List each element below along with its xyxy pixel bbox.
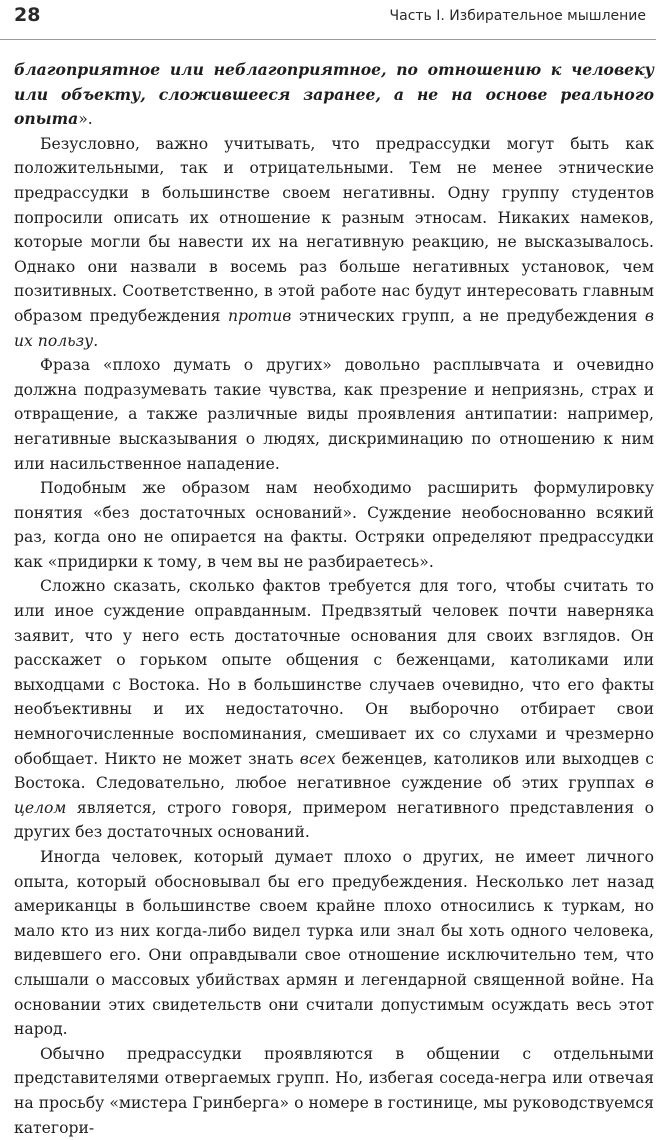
text-run: ». — [78, 110, 93, 129]
text-run: благоприятное или неблагоприятное, по отношению к человеку или объекту, сложившееся заранее, а не на основе реального опыта — [14, 60, 654, 129]
text-run: в целом — [14, 774, 654, 817]
text-run: в их пользу. — [14, 306, 654, 350]
running-head: Часть I. Избирательное мышление — [389, 8, 646, 24]
text-run: является, строго говоря, примером негативного представления о других без достаточных оснований. — [14, 798, 654, 842]
text-run: Подобным же образом нам необходимо расширить формулировку понятия «без достаточных оснований». Суждение необоснованно всякий раз, когда оно не опирается на факты. Остряки определяют предрассудки как «придирки к тому, в чем вы не разбираетесь». — [14, 479, 654, 571]
text-run: Сложно сказать, сколько фактов требуется для того, чтобы считать то или иное суждение оправданным. Предвзятый человек почти наверняка заявит, что у него есть достаточные основания для своих взглядов. Он расскажет о горьком опыте общения с беженцами, католиками или выходцами с Востока. Но в большинстве случаев очевидно, что его факты необъективны и их недостаточно. Он выборочно отбирает свои немногочисленные воспоминания, смешивает их со слухами и чрезмерно обобщает. Никто не может знать — [14, 577, 654, 768]
paragraph — [14, 476, 654, 574]
page-number: 28 — [14, 4, 41, 26]
paragraph — [14, 353, 654, 476]
text-run: этнических групп, а не предубеждения — [291, 306, 645, 325]
text-run: Фраза «плохо думать о других» довольно расплывчата и очевидно должна подразумевать такие чувства, как презрение и неприязнь, страх и отвращение, а также различные виды проявления антипатии: например, негативные высказывания о людях, дискриминацию по отношению к ним или насильственное нападение. — [14, 356, 654, 473]
text-run: Обычно предрассудки проявляются в общении с отдельными представителями отвергаемых групп. Но, избегая соседа-негра или отвечая на просьбу «мистера Гринберга» о номере в гостинице, мы руководствуемся категори- — [14, 1044, 654, 1137]
text-run: Безусловно, важно учитывать, что предрассудки могут быть как положительными, так и отрицательными. Тем не менее этнические предрассудки в большинстве своем негативны. Одну группу студентов попросили описать их отношение к разным этносам. Никаких намеков, которые могли бы навести их на негативную реакцию, не высказывалось. Однако они назвали в восемь раз больше негативных установок, чем позитивных. Соответственно, в этой работе нас будут интересовать главным образом предубеждения — [14, 134, 654, 325]
text-run: против — [228, 306, 292, 325]
paragraph — [14, 58, 654, 132]
paragraph — [14, 1042, 654, 1140]
page-header — [0, 0, 656, 40]
paragraph — [14, 132, 654, 353]
text-run: всех — [299, 749, 336, 768]
text-run: Иногда человек, который думает плохо о других, не имеет личного опыта, который обосновывал бы его предубеждения. Несколько лет назад американцы в большинстве своем крайне плохо относились к туркам, но мало кто из них когда-либо видел турка или знал бы хоть одного человека, видевшего его. Они оправдывали свое отношение исключительно тем, что слышали о массовых убийствах армян и легендарной священной войне. На основании этих свидетельств они считали допустимым осуждать весь этот народ. — [14, 848, 654, 1039]
text-run: беженцев, католиков или выходцев с Востока. Следовательно, любое негативное суждение об этих группах — [14, 749, 654, 793]
paragraph — [14, 574, 654, 845]
paragraph — [14, 845, 654, 1042]
body-text — [14, 58, 654, 1140]
